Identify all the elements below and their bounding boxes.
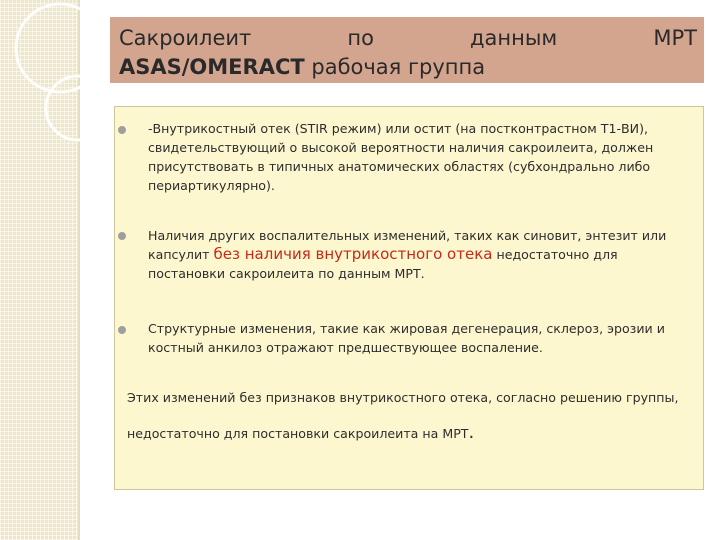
- conclusion-end-mark: .: [468, 422, 475, 443]
- bullet-text-2: [148, 226, 693, 283]
- bullet-dot: [118, 326, 126, 334]
- conclusion-line-1: Этих изменений без признаков внутрикостного отека, согласно решению группы,: [127, 390, 679, 405]
- title-word: данным: [470, 26, 558, 50]
- bullet-2-part-2: недостаточно для постановки сакроилеита по данным МРТ.: [148, 247, 618, 281]
- conclusion-line-2: [127, 422, 474, 443]
- conclusion-text: недостаточно для постановки сакроилеита на МРТ: [127, 426, 469, 441]
- slide-title: [110, 17, 704, 83]
- title-subtitle: рабочая группа: [311, 55, 486, 79]
- bullet-2-highlight: без наличия внутрикостного отека: [213, 245, 493, 263]
- bullet-text-3: Структурные изменения, такие как жировая дегенерация, склероз, эрозии и костный анкилоз отражают предшествующее воспаление.: [148, 321, 665, 355]
- bullet-dot: [118, 126, 126, 134]
- bullet-dot: [118, 232, 126, 240]
- title-org: ASAS/OMERACT: [119, 55, 305, 79]
- title-word: по: [347, 26, 374, 50]
- title-word: Сакроилеит: [119, 26, 252, 50]
- bullet-2-part-1: Наличия других воспалительных изменений, таких как синовит, энтезит или капсулит: [148, 228, 667, 262]
- title-line-1: [119, 26, 697, 50]
- title-line-2: [119, 55, 485, 79]
- bullet-text-1: -Внутрикостный отек (STIR режим) или остит (на постконтрастном Т1-ВИ), свидетельствующий о высокой вероятности наличия сакроилеита, должен присутствовать в типичных анатомических областях (субхондрально либо периартикулярно).: [148, 121, 654, 193]
- decorative-circles: [0, 0, 110, 160]
- title-word: МРТ: [653, 26, 697, 50]
